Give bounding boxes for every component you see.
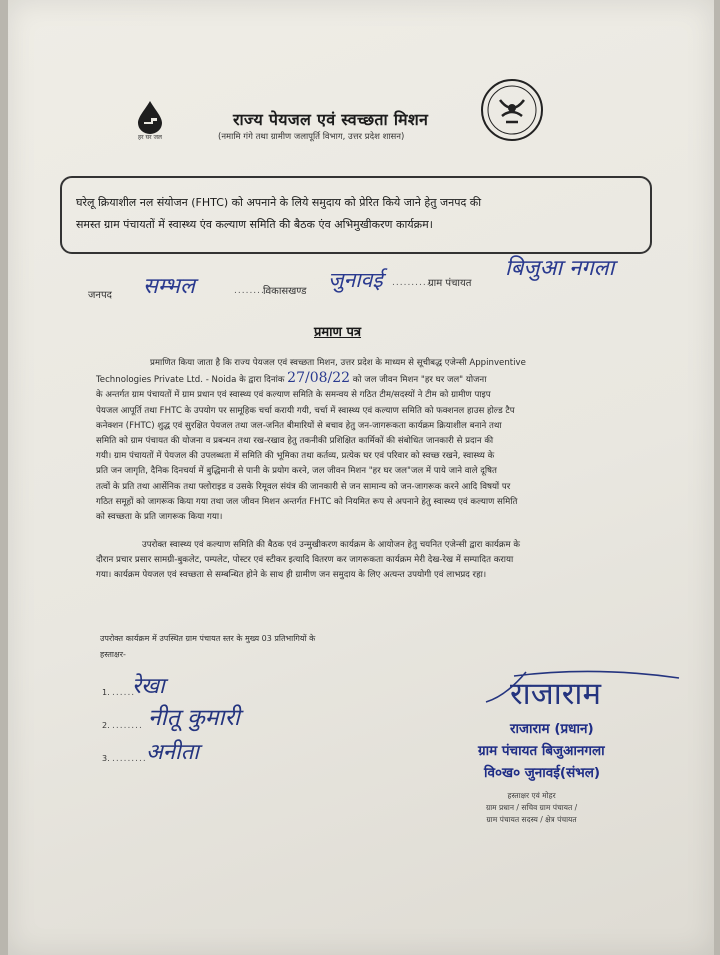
banner-line-1: घरेलू क्रियाशील नल संयोजन (FHTC) को अपनाने के लिये समुदाय को प्रेरित किये जाने हेतु जनपद की bbox=[76, 196, 482, 209]
p1-line-6: समिति को ग्राम पंचायत की योजना व प्रबन्धन तथा रख-रखाव हेतु तकनीकी प्रशिक्षित कार्मिकों की संबोधित जानकारी से प्रदान की bbox=[96, 436, 494, 447]
participant-dots: ........ bbox=[112, 721, 143, 731]
participant-dots: ...... bbox=[112, 688, 136, 698]
participant-number: 3. bbox=[102, 754, 110, 763]
state-emblem-icon bbox=[480, 78, 544, 142]
p1-line-9: तत्वों के प्रति तथा आर्सेनिक तथा फ्लोराइड व उसके रिमूवल संयंत्र की जानकारी से जन सामान्य को जन-जागरूक करने आदि विषयों पर bbox=[96, 481, 511, 492]
attendance-sign-label: हस्ताक्षर- bbox=[100, 650, 126, 659]
p1-line-4: पेयजल आपूर्ति तथा FHTC के उपयोग पर सामूहिक चर्चा करायी गयी, चर्चा में स्वास्थ्य एवं कल्याण समिति को फक्शनल हाउस होल्ड टैप bbox=[96, 405, 515, 416]
certificate-heading: प्रमाण पत्र bbox=[314, 325, 362, 340]
pradhan-signature: राजाराम bbox=[510, 676, 601, 712]
p1-line-2 bbox=[96, 371, 666, 388]
certificate-paragraph-2 bbox=[96, 538, 666, 584]
p1-line-3: के अन्तर्गत ग्राम पंचायतों में ग्राम प्रधान एवं स्वास्थ्य एवं कल्याण समिति के समन्वय से गठित टीम/सदस्यों ने टीम को ग्रामीण पाइप bbox=[96, 390, 491, 401]
participant-signature: रेखा bbox=[132, 674, 165, 699]
program-date: 27/08/22 bbox=[287, 370, 351, 387]
panchayat-label: ग्राम पंचायत bbox=[428, 278, 472, 289]
p2-line-2: दौरान प्रचार प्रसार सामग्री-बुकलेट, पम्पलेट, पोस्टर एवं स्टीकर इत्यादि वितरण कर जागरूकता कार्यक्रम मेरी देख-रेख में सम्पादित कराया bbox=[96, 555, 514, 566]
note-line-3: ग्राम पंचायत सदस्य / क्षेत्र पंचायत bbox=[486, 815, 577, 824]
note-line-1: हस्ताक्षर एवं मोहर bbox=[507, 791, 556, 800]
participant-signature: अनीता bbox=[146, 740, 199, 765]
district-label: जनपद bbox=[88, 290, 112, 301]
banner-line-2: समस्त ग्राम पंचायतों में स्वास्थ्य एंव कल्याण समिति की बैठक एंव अभिमुखीकरण कार्यक्रम। bbox=[76, 218, 433, 231]
block-label: विकासखण्ड bbox=[263, 286, 307, 297]
p1-line-5: कनेक्शन (FHTC) शुद्ध एवं सुरक्षित पेयजल तथा जल-जनित बीमारियों से बचाव हेतु जन-जागरूकता कार्यक्रम क्रियाशील बनाने तथा bbox=[96, 420, 502, 431]
up-emblem bbox=[480, 78, 544, 146]
note-line-2: ग्राम प्रधान / सचिव ग्राम पंचायत / bbox=[486, 803, 578, 812]
certificate-paragraph-1 bbox=[96, 356, 666, 525]
p1-line-1: प्रमाणित किया जाता है कि राज्य पेयजल एवं स्वच्छता मिशन, उत्तर प्रदेश के माध्यम से सूचीबद्ध एजेन्सी Appinventive bbox=[150, 358, 526, 368]
panchayat-value: बिजुआ नगला bbox=[505, 256, 615, 281]
attendance-intro: उपरोक्त कार्यक्रम में उपस्थित ग्राम पंचायत स्तर के मुख्य 03 प्रतिभागियों के bbox=[100, 634, 316, 643]
logo-caption: हर घर जल bbox=[138, 134, 162, 141]
participant-dots: ......... bbox=[112, 754, 147, 764]
p1-line-7: गयी। ग्राम पंचायतों में पेयजल की उपलब्धता में समिति की भूमिका तथा कर्तव्य, प्रत्येक घर एवं परिवार को स्वच्छ रखने, स्वास्थ्य के bbox=[96, 451, 495, 462]
p1-line-2-b: को जल जीवन मिशन "हर घर जल" योजना bbox=[352, 375, 487, 386]
har-ghar-jal-logo bbox=[128, 100, 172, 141]
stamp-block: वि०ख० जुनावई(संभल) bbox=[484, 765, 601, 781]
p1-line-8: प्रति जन जागृति, दैनिक दिनचर्या में बुद्धिमानी से पानी के प्रयोग करने, जल जीवन मिशन "हर घर जल"जल में पाये जाने वाले दूषित bbox=[96, 466, 497, 477]
stamp-panchayat: ग्राम पंचायत बिजुआनगला bbox=[478, 743, 605, 759]
district-dots: ......... bbox=[234, 286, 269, 296]
page-title: राज्य पेयजल एवं स्वच्छता मिशन bbox=[233, 110, 429, 129]
participant-number: 2. bbox=[102, 721, 110, 730]
p1-line-11: को स्वच्छता के प्रति जागरूक किया गया। bbox=[96, 512, 223, 523]
block-dots: .......... bbox=[392, 278, 431, 288]
pradhan-stamp bbox=[478, 718, 605, 784]
stamp-name: राजाराम (प्रधान) bbox=[510, 721, 594, 737]
signature-note bbox=[486, 790, 577, 826]
p1-line-2-a: Technologies Private Ltd. - Noida के द्वारा दिनांक bbox=[96, 375, 285, 386]
program-banner bbox=[60, 176, 652, 254]
water-drop-icon bbox=[135, 100, 165, 134]
p1-line-10: गठित समूहों को जागरूक किया गया तथा जल जीवन मिशन अन्तर्गत FHTC को नियमित रूप से अपनाने हेतु स्वास्थ्य एवं कल्याण समिति bbox=[96, 496, 518, 507]
signature-stroke bbox=[484, 666, 684, 706]
participant-number: 1. bbox=[102, 688, 110, 697]
participant-signature: नीतू कुमारी bbox=[148, 705, 240, 731]
block-value: जुनावई bbox=[328, 268, 383, 292]
page-subtitle: (नमामि गंगे तथा ग्रामीण जलापूर्ति विभाग, उत्तर प्रदेश शासन) bbox=[218, 132, 405, 142]
document-page bbox=[8, 0, 714, 955]
p2-line-1: उपरोक्त स्वास्थ्य एवं कल्याण समिति की बैठक एवं उन्मुखीकरण कार्यक्रम के आयोजन हेतु चयनित एजेन्सी द्वारा कार्यक्रम के bbox=[142, 540, 520, 550]
p2-line-3: गया। कार्यक्रम पेयजल एवं स्वच्छता से सम्बन्धित होने के साथ ही ग्रामीण जन समुदाय के लिए अत्यन्त उपयोगी एवं लाभप्रद रहा। bbox=[96, 570, 487, 581]
district-value: सम्भल bbox=[143, 274, 195, 299]
